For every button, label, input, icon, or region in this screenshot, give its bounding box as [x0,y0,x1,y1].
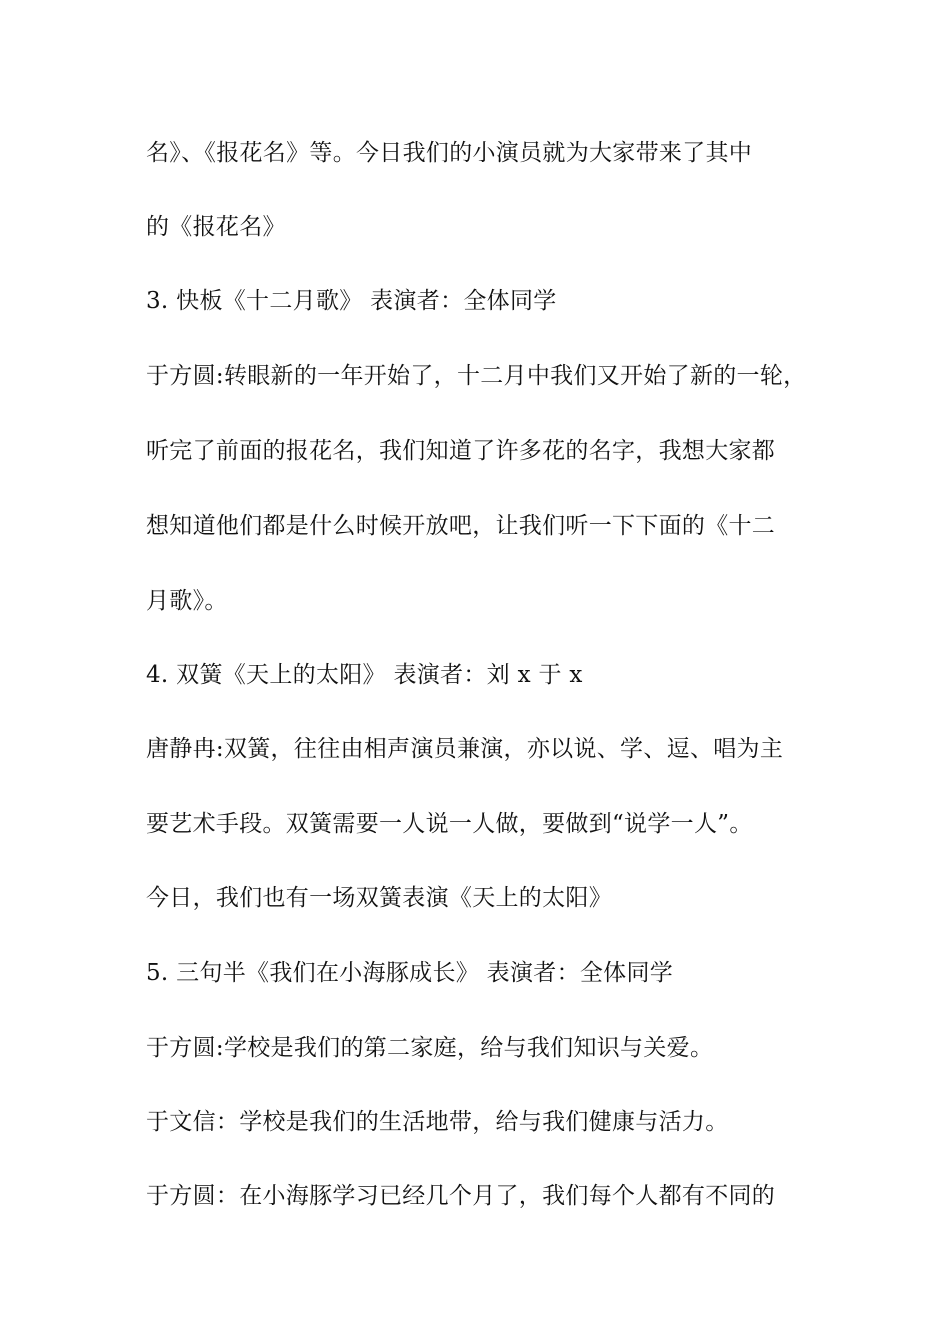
text-line-2: 的《报花名》 [146,214,286,240]
text-line-15: 于方圆：在小海豚学习已经几个月了，我们每个人都有不同的 [146,1183,776,1209]
text-line-7: 月歌》。 [146,588,228,614]
text-line-1: 名》、《报花名》等。今日我们的小演员就为大家带来了其中 [146,140,753,166]
text-line-14: 于文信：学校是我们的生活地带，给与我们健康与活力。 [146,1109,729,1135]
text-line-4: 于方圆:转眼新的一年开始了，十二月中我们又开始了新的一轮， [146,363,807,389]
section-heading-4: 4. 双簧《天上的太阳》 表演者：刘 x 于 x [146,662,583,688]
text-line-11: 今日，我们也有一场双簧表演《天上的太阳》 [146,885,612,911]
text-line-13: 于方圆:学校是我们的第二家庭，给与我们知识与关爱。 [146,1035,714,1061]
text-line-10: 要艺术手段。双簧需要一人说一人做，要做到“说学一人”。 [146,811,753,837]
section-heading-3: 3. 快板《十二月歌》 表演者：全体同学 [146,288,557,314]
text-line-5: 听完了前面的报花名，我们知道了许多花的名字，我想大家都 [146,438,776,464]
text-line-6: 想知道他们都是什么时候开放吧，让我们听一下下面的《十二 [146,513,776,539]
section-heading-5: 5. 三句半《我们在小海豚成长》 表演者：全体同学 [146,960,674,986]
text-line-9: 唐静冉:双簧，往往由相声演员兼演，亦以说、学、逗、唱为主 [146,736,784,762]
